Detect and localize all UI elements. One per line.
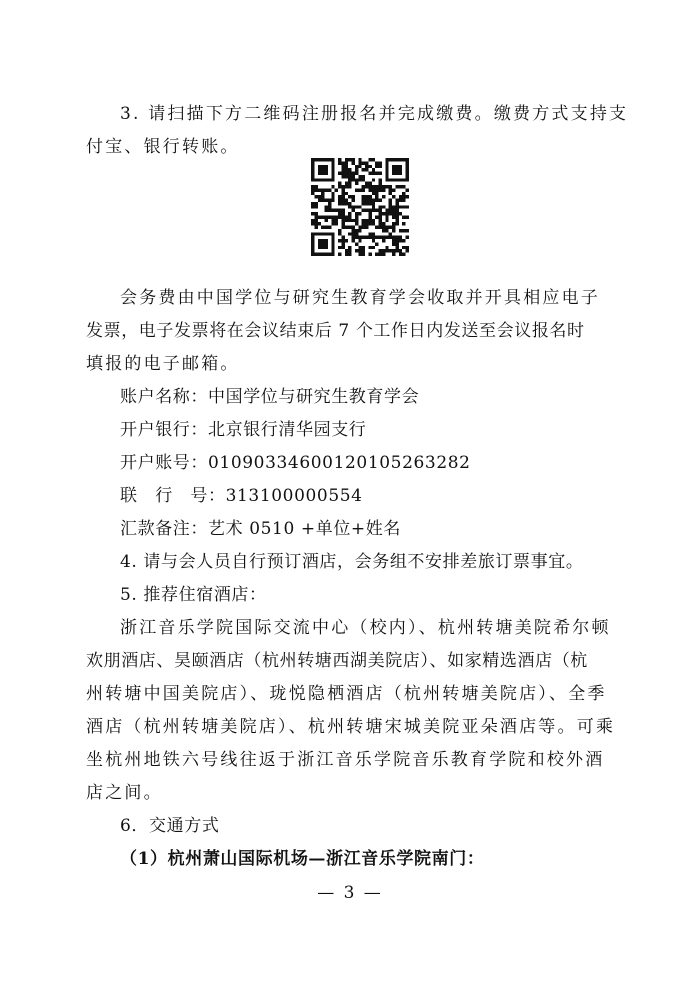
hotels-line6: 店之间。 — [86, 783, 163, 803]
item3-line1: 3. 请扫描下方二维码注册报名并完成缴费。缴费方式支持支 — [120, 104, 629, 124]
transport-subheading: （1）杭州萧山国际机场—浙江音乐学院南门： — [120, 849, 485, 869]
hotels-line2: 欢朋酒店、昊颐酒店（杭州转塘西湖美院店）、如家精选酒店（杭 — [86, 651, 588, 671]
account-name: 账户名称：中国学位与研究生教育学会 — [120, 387, 420, 407]
item4: 4. 请与会人员自行预订酒店，会务组不安排差旅订票事宜。 — [120, 552, 584, 572]
account-number: 开户账号：01090334600120105263282 — [120, 453, 471, 473]
account-remark: 汇款备注：艺术 0510 +单位+姓名 — [120, 519, 401, 539]
account-routing: 联 行 号：313100000554 — [120, 486, 363, 506]
item5: 5. 推荐住宿酒店： — [120, 585, 267, 605]
account-bank: 开户银行：北京银行清华园支行 — [120, 420, 367, 440]
hotels-line5: 坐杭州地铁六号线往返于浙江音乐学院音乐教育学院和校外酒 — [86, 750, 605, 770]
hotels-line3: 州转塘中国美院店）、珑悦隐栖酒店（杭州转塘美院店）、全季 — [86, 684, 607, 704]
item6: 6．交通方式 — [120, 816, 220, 836]
hotels-line1: 浙江音乐学院国际交流中心（校内）、杭州转塘美院希尔顿 — [120, 618, 611, 638]
item3-line2: 付宝、银行转账。 — [86, 137, 240, 157]
fee-paragraph-line3: 填报的电子邮箱。 — [86, 354, 240, 374]
registration-qr-code[interactable] — [311, 158, 409, 256]
hotels-line4: 酒店（杭州转塘美院店）、杭州转塘宋城美院亚朵酒店等。可乘 — [86, 717, 616, 737]
page-number: — 3 — — [317, 883, 383, 903]
fee-paragraph-line1: 会务费由中国学位与研究生教育学会收取并开具相应电子 — [120, 288, 600, 308]
fee-paragraph-line2: 发票，电子发票将在会议结束后 7 个工作日内发送至会议报名时 — [86, 321, 585, 341]
